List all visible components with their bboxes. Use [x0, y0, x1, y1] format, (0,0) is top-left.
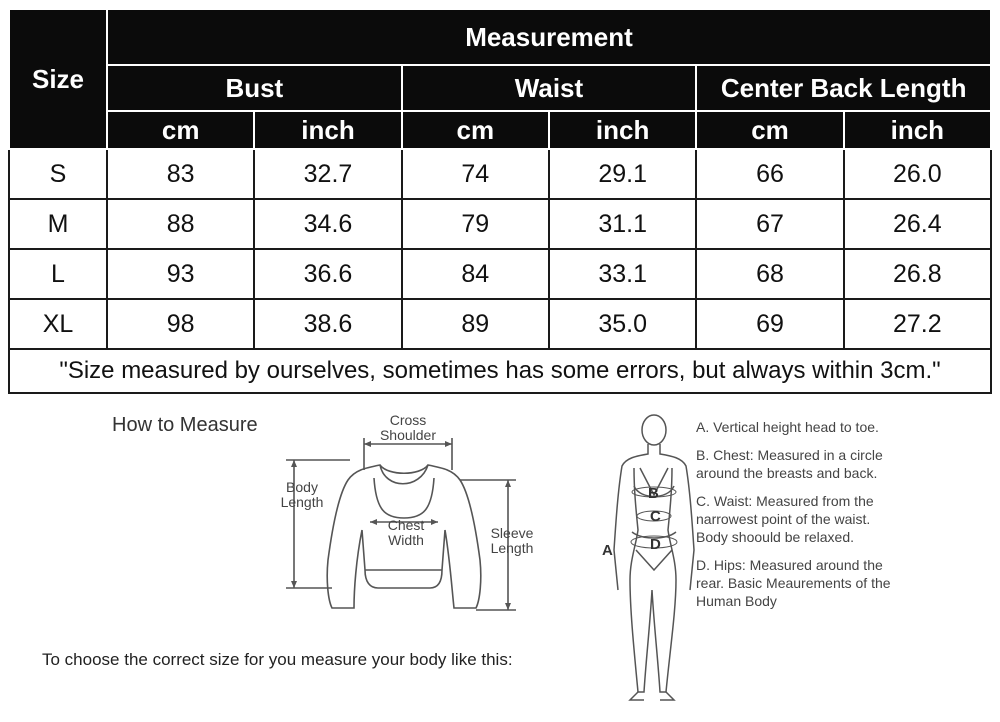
size-header: Size — [9, 9, 107, 149]
value-cell: 38.6 — [254, 299, 401, 349]
value-cell: 89 — [402, 299, 549, 349]
value-cell: 33.1 — [549, 249, 696, 299]
value-cell: 35.0 — [549, 299, 696, 349]
note-vertical-height: A. Vertical height head to toe. — [696, 419, 879, 435]
measurement-notes — [696, 418, 896, 616]
sleeve-length-label: Sleeve Length — [490, 525, 534, 556]
value-cell: 29.1 — [549, 149, 696, 199]
size-cell: S — [9, 149, 107, 199]
table-row — [9, 249, 991, 299]
value-cell: 32.7 — [254, 149, 401, 199]
letter-c: C — [650, 508, 661, 525]
table-row — [9, 199, 991, 249]
chest-width-label: Chest Width — [387, 517, 425, 548]
center-back-length-header: Center Back Length — [696, 65, 991, 111]
table-row — [9, 299, 991, 349]
value-cell: 68 — [696, 249, 843, 299]
value-cell: 26.8 — [844, 249, 991, 299]
value-cell: 26.0 — [844, 149, 991, 199]
value-cell: 66 — [696, 149, 843, 199]
value-cell: 31.1 — [549, 199, 696, 249]
note-chest: B. Chest: Measured in a circle around the breasts and back. — [696, 447, 883, 481]
note-hips: D. Hips: Measured around the rear. Basic Meaurements of the Human Body — [696, 557, 891, 609]
size-cell: XL — [9, 299, 107, 349]
value-cell: 74 — [402, 149, 549, 199]
bust-header: Bust — [107, 65, 402, 111]
waist-header: Waist — [402, 65, 697, 111]
body-figure — [600, 410, 700, 710]
choose-size-instruction: To choose the correct size for you measure your body like this: — [42, 650, 513, 669]
unit-header: inch — [254, 111, 401, 149]
table-row — [9, 149, 991, 199]
note-waist: C. Waist: Measured from the narrowest point of the waist. Body shoould be relaxed. — [696, 493, 874, 545]
size-chart-table — [8, 8, 992, 394]
value-cell: 69 — [696, 299, 843, 349]
cross-shoulder-label: Cross Shoulder — [379, 412, 437, 443]
size-cell: M — [9, 199, 107, 249]
value-cell: 83 — [107, 149, 254, 199]
measurement-header: Measurement — [107, 9, 991, 65]
letter-d: D — [650, 536, 661, 553]
unit-header: cm — [402, 111, 549, 149]
value-cell: 98 — [107, 299, 254, 349]
value-cell: 26.4 — [844, 199, 991, 249]
letter-a: A — [602, 542, 613, 559]
value-cell: 67 — [696, 199, 843, 249]
value-cell: 93 — [107, 249, 254, 299]
letter-b: B — [648, 485, 659, 502]
unit-header: inch — [844, 111, 991, 149]
value-cell: 36.6 — [254, 249, 401, 299]
value-cell: 34.6 — [254, 199, 401, 249]
value-cell: 79 — [402, 199, 549, 249]
value-cell: 84 — [402, 249, 549, 299]
unit-header: cm — [696, 111, 843, 149]
body-length-label: Body Length — [280, 479, 324, 510]
unit-header: inch — [549, 111, 696, 149]
measurement-note: "Size measured by ourselves, sometimes has some errors, but always within 3cm." — [9, 349, 991, 393]
how-to-measure-title: How to Measure — [112, 414, 258, 436]
size-cell: L — [9, 249, 107, 299]
value-cell: 27.2 — [844, 299, 991, 349]
unit-header: cm — [107, 111, 254, 149]
value-cell: 88 — [107, 199, 254, 249]
